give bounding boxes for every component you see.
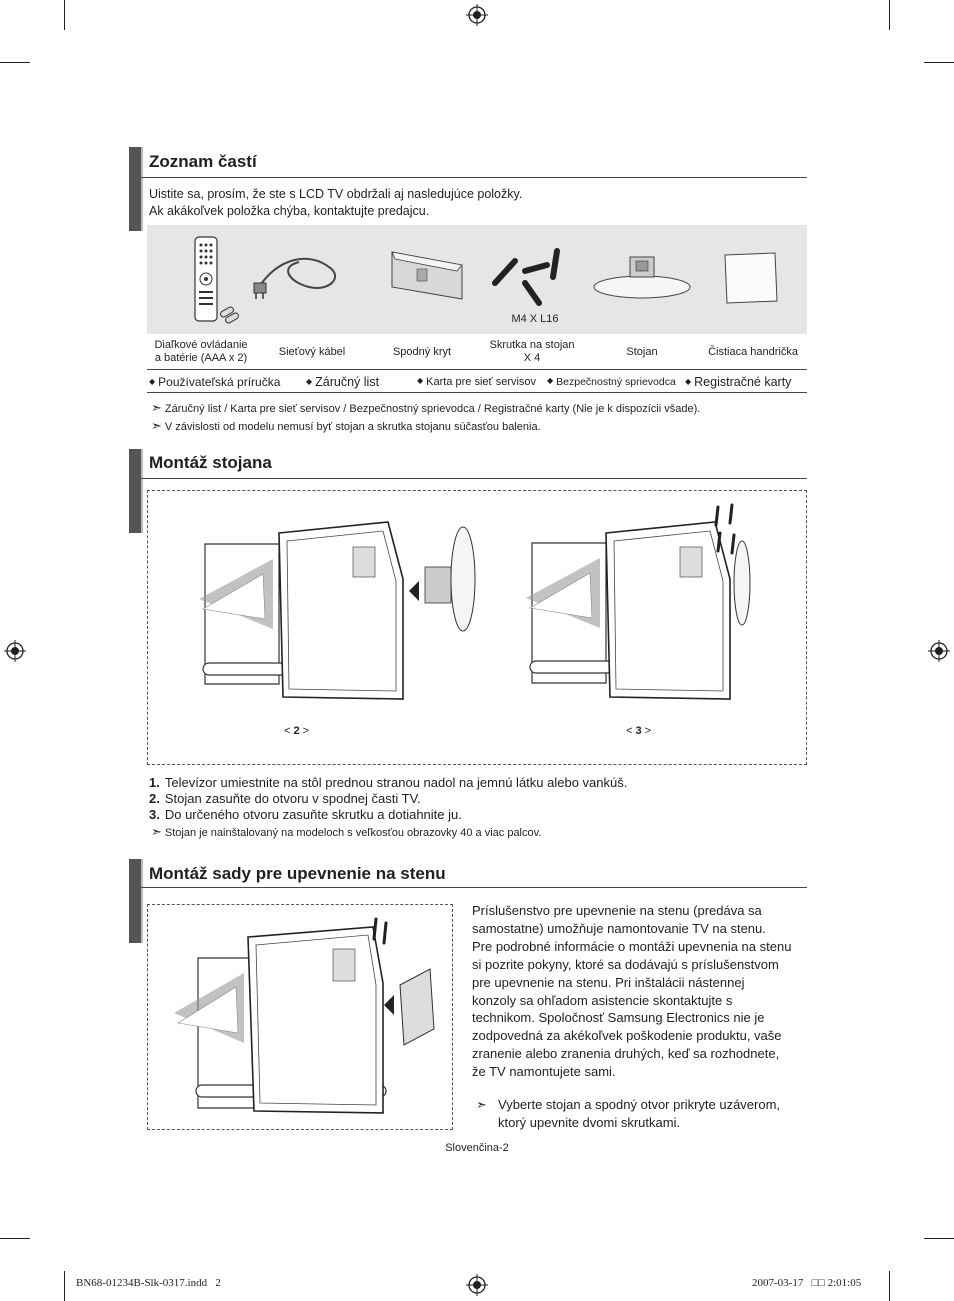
- step-text: Televízor umiestnite na stôl prednou stranou nadol na jemnú látku alebo vankúš.: [164, 775, 628, 790]
- bottom-cover-icon: [387, 247, 467, 302]
- crop-mark: [64, 1271, 65, 1301]
- registration-mark-icon: [928, 640, 950, 662]
- power-cord-icon: [249, 247, 349, 307]
- part-label-line: Diaľkové ovládanie: [154, 339, 248, 351]
- section-rule: [141, 478, 807, 479]
- doc-item: ◆ Záručný list: [306, 375, 380, 389]
- caption-part: <: [284, 725, 294, 737]
- crop-mark: [64, 0, 65, 30]
- intro-line: Ak akákoľvek položka chýba, kontaktujte predajcu.: [149, 204, 430, 218]
- part-label-cord: Sieťový kábel: [278, 346, 346, 358]
- docs-rule-top: [147, 369, 807, 370]
- crop-mark: [0, 62, 30, 63]
- crop-mark: [924, 1238, 954, 1239]
- stand-step-2: [149, 791, 421, 807]
- step-text: Do určeného otvoru zasuňte skrutku a dotiahnite ju.: [164, 807, 462, 822]
- crop-mark: [0, 1238, 30, 1239]
- caption-number: 2: [293, 725, 300, 737]
- paragraph-line: samostatne) umožňuje namontovanie TV na stenu.: [472, 920, 766, 936]
- paragraph-line: zranenie alebo zranenia druhých, keď sa rozhodnete,: [472, 1046, 780, 1062]
- stand-note: [151, 825, 541, 840]
- step-number: 3.: [149, 807, 160, 822]
- paragraph-line: pre upevnenie na stenu. Pri inštalácii nástennej: [472, 974, 745, 990]
- part-label-line: Skrutka na stojan: [489, 339, 575, 351]
- part-label-cloth: Čistiaca handrička: [708, 346, 798, 358]
- doc-label: Používateľská príručka: [158, 375, 281, 389]
- section-title-wall: Montáž sady pre upevnenie na stenu: [149, 864, 446, 883]
- part-label-line: a batérie (AAA x 2): [154, 352, 248, 364]
- paragraph-line: technikom. Spoločnosť Samsung Electronics nie je: [472, 1010, 765, 1026]
- crop-mark: [924, 62, 954, 63]
- footer-timestamp: 2007-03-17 □□ 2:01:05: [752, 1277, 862, 1289]
- caption-part: <: [626, 725, 636, 737]
- stand-figure-3: [520, 503, 790, 718]
- arrow-icon: ➣: [151, 824, 162, 839]
- paragraph-line: Pre podrobné informácie o montáži upevnenia na stenu: [472, 938, 792, 954]
- page-label: Slovenčina-2: [445, 1142, 509, 1154]
- step-number: 2.: [149, 791, 160, 806]
- caption-number: 3: [635, 725, 642, 737]
- docs-rule-bottom: [147, 392, 807, 393]
- wall-note-text: [498, 1096, 780, 1132]
- crop-mark: [889, 0, 890, 30]
- note-line: Vyberte stojan a spodný otvor prikryte uzáverom,: [498, 1097, 781, 1112]
- part-label-line: X 4: [523, 352, 541, 364]
- paragraph-line: konzoly sa ohľadom asistencie skontaktujte s: [472, 992, 733, 1008]
- screw-spec: M4 X L16: [511, 313, 559, 325]
- paragraph-line: si pozrite pokyny, ktoré sa dodávajú s príslušenstvom: [472, 956, 779, 972]
- documents-row: [147, 372, 807, 392]
- parts-note-2: [151, 419, 541, 434]
- part-label-remote: [148, 339, 254, 365]
- stand-step-3: [149, 807, 462, 823]
- doc-item: ◆ Používateľská príručka: [149, 375, 281, 389]
- caption-part: >: [299, 725, 310, 737]
- parts-intro: [149, 186, 522, 220]
- section-bar: [129, 147, 143, 231]
- section-bar: [129, 859, 143, 943]
- section-rule: [141, 887, 807, 888]
- remote-control-icon: [189, 235, 249, 325]
- stand-icon: [592, 253, 692, 301]
- paragraph-line: Príslušenstvo pre upevnenie na stenu (predáva sa: [472, 903, 762, 918]
- registration-mark-icon: [466, 4, 488, 26]
- arrow-icon: ➣: [151, 418, 162, 433]
- paragraph-line: zodpovedná za akékoľvek poškodenie produktu, vaše: [472, 1028, 782, 1044]
- section-title-parts: Zoznam častí: [149, 152, 257, 171]
- part-label-stand: Stojan: [626, 346, 658, 358]
- crop-mark: [889, 1271, 890, 1301]
- doc-item: ◆ Karta pre sieť servisov: [417, 376, 537, 388]
- figure-caption-3: [626, 725, 651, 737]
- parts-note-1: [151, 401, 700, 416]
- part-label-screws: [474, 339, 590, 365]
- wall-mount-figure: [168, 913, 448, 1123]
- cleaning-cloth-icon: [721, 251, 781, 305]
- caption-part: >: [641, 725, 652, 737]
- figure-caption-2: [284, 725, 309, 737]
- stand-step-1: [149, 775, 627, 791]
- arrow-icon: ➣: [151, 400, 162, 415]
- paragraph-line: že TV namontujete sami.: [472, 1064, 616, 1080]
- parts-image-panel: [147, 225, 807, 334]
- stand-figures-box: [147, 490, 807, 765]
- note-text: V závislosti od modelu nemusí byť stojan a skrutka stojanu súčasťou balenia.: [164, 421, 541, 433]
- registration-mark-icon: [4, 640, 26, 662]
- note-text: Stojan je nainštalovaný na modeloch s veľkosťou obrazovky 40 a viac palcov.: [164, 827, 542, 839]
- stand-figure-2: [193, 519, 493, 719]
- step-text: Stojan zasuňte do otvoru v spodnej časti TV.: [164, 791, 421, 806]
- part-label-cover: Spodný kryt: [392, 346, 452, 358]
- screws-icon: [487, 243, 567, 311]
- doc-item: ◆ Bezpečnostný sprievodca: [547, 376, 676, 388]
- wall-figure-box: [147, 904, 453, 1130]
- footer-file-name: BN68-01234B-Slk-0317.indd 2: [76, 1277, 221, 1289]
- doc-item: ◆ Registračné karty: [685, 375, 792, 389]
- step-number: 1.: [149, 775, 160, 790]
- arrow-icon: ➣: [476, 1097, 487, 1112]
- doc-label: Bezpečnostný sprievodca: [556, 376, 676, 388]
- wall-paragraph: [472, 902, 817, 1081]
- section-bar: [129, 449, 143, 533]
- doc-label: Registračné karty: [694, 375, 792, 389]
- section-title-stand: Montáž stojana: [149, 453, 272, 472]
- intro-line: Uistite sa, prosím, že ste s LCD TV obdržali aj nasledujúce položky.: [149, 187, 523, 201]
- note-line: ktorý upevnite dvomi skrutkami.: [498, 1115, 681, 1130]
- note-text: Záručný list / Karta pre sieť servisov / Bezpečnostný sprievodca / Registračné karty (Nie je k dispozícii všade).: [164, 403, 701, 415]
- section-rule: [141, 177, 807, 178]
- doc-label: Karta pre sieť servisov: [426, 376, 537, 388]
- doc-label: Záručný list: [315, 375, 380, 389]
- registration-mark-icon: [466, 1274, 488, 1296]
